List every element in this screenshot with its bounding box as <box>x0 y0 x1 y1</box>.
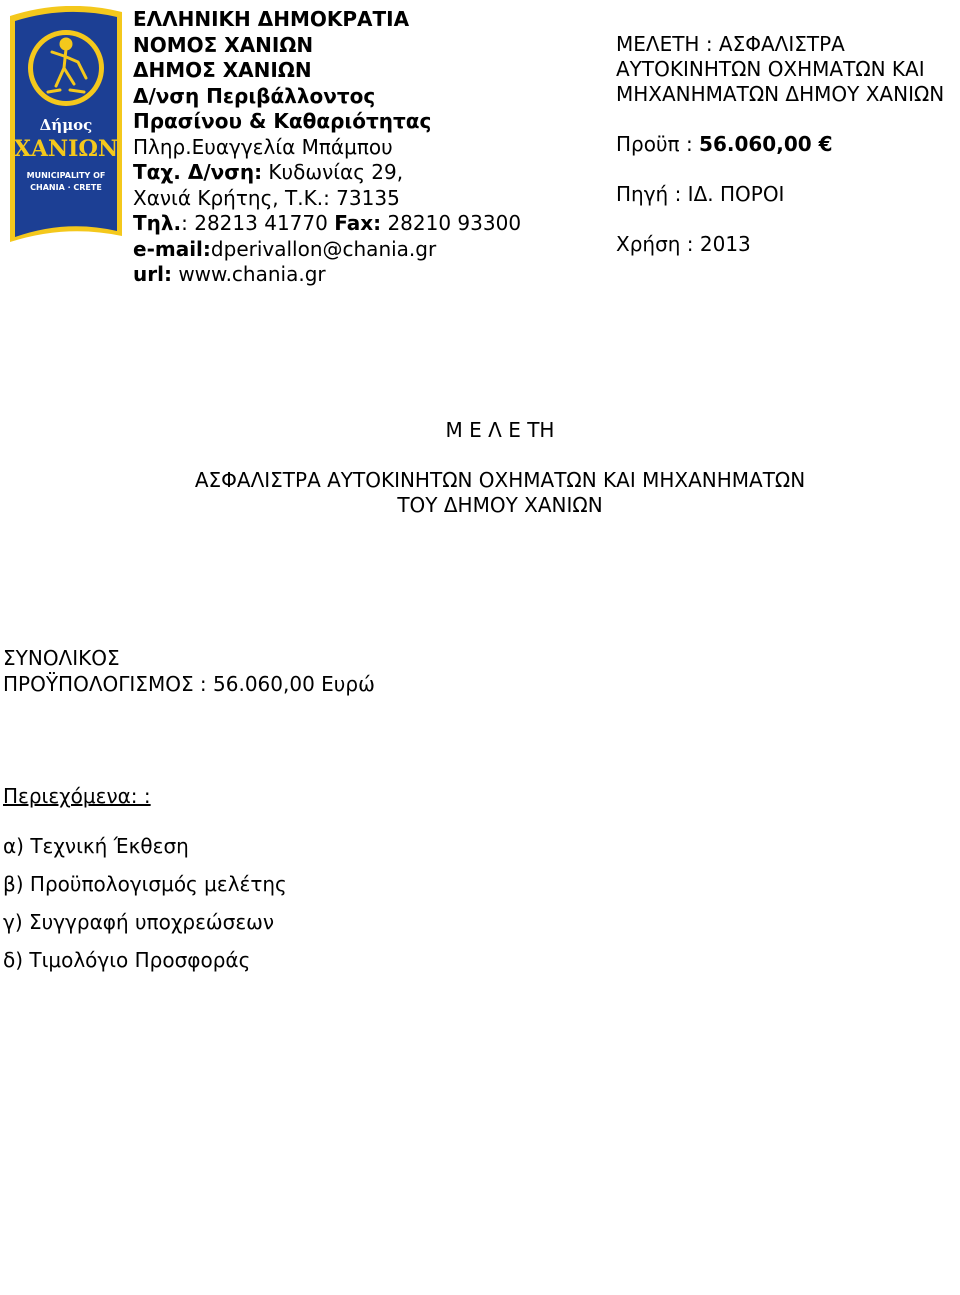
logo-sub-text-1: MUNICIPALITY OF <box>26 171 106 180</box>
address-label: Ταχ. Δ/νση: <box>133 160 263 184</box>
contents-list <box>3 834 287 986</box>
study-budget <box>616 132 944 157</box>
prefecture-name: ΝΟΜΟΣ ΧΑΝΙΩΝ <box>133 32 314 57</box>
document-title-line-2: ΤΟΥ ΔΗΜΟΥ ΧΑΝΙΩΝ <box>397 493 603 517</box>
municipality-logo <box>8 6 124 244</box>
contact-person: Πληρ.Ευαγγελία Μπάμπου <box>133 134 393 159</box>
url-link[interactable]: www.chania.gr <box>171 262 326 286</box>
study-source: Πηγή : ΙΔ. ΠΟΡΟΙ <box>616 182 785 206</box>
study-line-3: ΜΗΧΑΝΗΜΑΤΩΝ ΔΗΜΟΥ ΧΑΝΙΩΝ <box>616 82 945 106</box>
phone-label: Τηλ. <box>133 211 182 235</box>
url-line <box>133 262 521 288</box>
total-budget-line-1: ΣΥΝΟΛΙΚΟΣ <box>3 646 120 670</box>
email-link[interactable]: dperivallon@chania.gr <box>210 236 437 261</box>
document-heading: Μ Ε Λ Ε ΤΗ <box>445 418 555 442</box>
email-line <box>133 237 521 263</box>
address-value: Κυδωνίας 29, <box>262 160 404 184</box>
city-line: Χανιά Κρήτης, Τ.Κ.: 73135 <box>133 185 400 210</box>
budget-label: Προϋπ : <box>616 132 700 156</box>
fax-label: Fax: <box>334 211 382 235</box>
directorate-line-2: Πρασίνου & Καθαριότητας <box>133 109 432 133</box>
study-line-2: ΑΥΤΟΚΙΝΗΤΩΝ ΟΧΗΜΑΤΩΝ ΚΑΙ <box>616 57 925 81</box>
list-item: δ) Τιμολόγιο Προσφοράς <box>3 948 251 972</box>
study-line-1: ΜΕΛΕΤΗ : ΑΣΦΑΛΙΣΤΡΑ <box>616 32 845 56</box>
country-name: ΕΛΛΗΝΙΚΗ ΔΗΜΟΚΡΑΤΙΑ <box>133 7 410 31</box>
email-label: e-mail: <box>133 236 211 261</box>
fax-value: 28210 93300 <box>381 211 522 235</box>
logo-main-text: ΧΑΝΙΩΝ <box>13 136 119 162</box>
document-title-line-1: ΑΣΦΑΛΙΣΤΡΑ ΑΥΤΟΚΙΝΗΤΩΝ ΟΧΗΜΑΤΩΝ ΚΑΙ ΜΗΧΑΝΗΜΑΤΩΝ <box>194 468 806 492</box>
url-label: url: <box>133 262 172 286</box>
municipality-name: ΔΗΜΟΣ ΧΑΝΙΩΝ <box>133 58 312 82</box>
contents-title: Περιεχόμενα: : <box>3 784 151 808</box>
logo-sub-text-2: CHANIA · CRETE <box>30 183 102 192</box>
list-item: α) Τεχνική Έκθεση <box>3 834 189 858</box>
phone-value: : 28213 41770 <box>181 211 335 235</box>
phone-fax-line <box>133 211 521 237</box>
total-budget-line-2: ΠΡΟΫΠΟΛΟΓΙΣΜΟΣ : 56.060,00 Ευρώ <box>3 672 375 696</box>
budget-value: 56.060,00 € <box>699 132 833 156</box>
directorate-line-1: Δ/νση Περιβάλλοντος <box>133 83 376 108</box>
list-item: β) Προϋπολογισμός μελέτης <box>3 872 287 896</box>
study-year: Χρήση : 2013 <box>616 232 751 256</box>
logo-top-text: Δήμος <box>39 116 93 134</box>
letterhead <box>133 7 521 288</box>
total-budget <box>3 645 375 697</box>
study-info <box>616 32 944 257</box>
address-line <box>133 160 521 186</box>
list-item: γ) Συγγραφή υποχρεώσεων <box>3 910 275 934</box>
